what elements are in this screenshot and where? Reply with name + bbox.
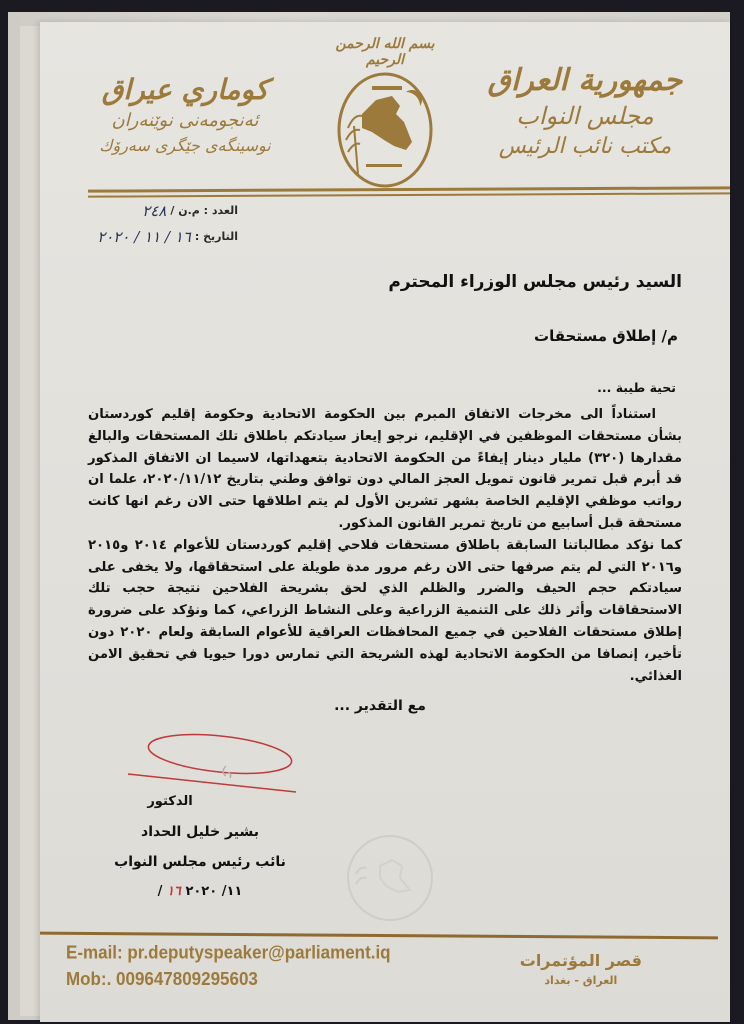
- signature-date: [100, 877, 300, 907]
- signature-block: [100, 787, 300, 907]
- letter-page: [40, 22, 730, 1022]
- footer-mobile: Mob:. 009647809295603: [66, 968, 258, 990]
- reference-date-value: ١٦ / ١١ / ٢٠٢٠: [97, 228, 191, 246]
- letterhead-kurdish-council: ئەنجومەنی نوێنەران: [111, 110, 259, 131]
- addressee: السيد رئيس مجلس الوزراء المحترم: [388, 272, 682, 292]
- signatory-title: الدكتور: [147, 794, 193, 809]
- body-paragraph-2: كما نؤكد مطالباتنا السابقة باطلاق مستحقات فلاحي إقليم كوردستان للأعوام ٢٠١٤ و٢٠١٥ و٢٠١٦ التي لم يتم صرفها حتى الان رغم مرور مدة طويلة على استحقاقها، ولا يخفى على سيادتكم حجم الحيف والضرر والظلم الذي لحق بشريحة الفلاحين نتيجة حجب تلك الاستحقاقات وأثر ذلك على التنمية الزراعية وعلى النشاط الزراعي، كما ونؤكد على ضرورة إطلاق مستحقات الفلاحين في جميع المحافظات العراقية للأعوام السابقة ولعام ٢٠٢٠ دون تأخير، إنصافا من الحكومة الاتحادية لهذه الشريحة التي تمارس دورا حيويا في تحقيق الامن الغذائي.: [88, 537, 682, 684]
- letter-body: [88, 404, 682, 687]
- letterhead-kurdish-republic: كوماري عيراق: [101, 73, 269, 106]
- greeting: تحية طيبة ...: [597, 380, 676, 395]
- footer-email: E-mail: pr.deputyspeaker@parliament.iq: [66, 942, 391, 964]
- letterhead-office: مكتب نائب الرئيس: [498, 134, 672, 159]
- footer-divider: [40, 932, 718, 940]
- footer-address-line2: العراق - بغداد: [544, 974, 618, 987]
- reference-number-value: ٢٤٨: [142, 202, 167, 220]
- footer-address: [520, 950, 642, 990]
- footer-address-line1: قصر المؤتمرات: [519, 951, 642, 970]
- reference-date-label: التاريخ :: [194, 230, 238, 243]
- header-divider-thin: [88, 192, 730, 197]
- letterhead-arabic: [470, 62, 700, 162]
- reference-number-row: [78, 198, 238, 224]
- reference-date-row: [78, 224, 238, 250]
- signatory-position: نائب رئيس مجلس النواب: [114, 854, 286, 870]
- footer-contact: [66, 940, 391, 993]
- signature-date-day: ١٦: [166, 884, 181, 899]
- letterhead-council: مجلس النواب: [516, 102, 654, 130]
- signatory-name: بشير خليل الحداد: [141, 824, 259, 840]
- reference-number-label: العدد : م.ن /: [170, 204, 238, 217]
- closing: مع التقدير ...: [334, 698, 426, 714]
- signature-date-rest: / ١١/ ٢٠٢٠: [157, 884, 243, 899]
- subject-line: م/ إطلاق مستحقات: [534, 327, 678, 345]
- iraq-map-emblem-icon: [332, 70, 438, 190]
- letterhead-kurdish: [70, 72, 300, 158]
- reference-block: [78, 198, 238, 250]
- letterhead-republic: جمهورية العراق: [487, 63, 683, 98]
- embossed-seal-icon: [340, 830, 436, 926]
- basmala: بسم الله الرحمن الرحيم: [335, 36, 435, 68]
- header-divider: [88, 186, 730, 192]
- body-paragraph-1: استناداً الى مخرجات الاتفاق المبرم بين الحكومة الاتحادية وحكومة إقليم كوردستان بشأن مستحقات الموظفين في الإقليم، نرجو إيعاز سيادتكم باطلاق تلك المستحقات والبالغ مقدارها (٣٢٠) مليار دينار إيفاءً من الحكومة الاتحادية بتعهداتها، لاسيما ان الاتفاق المذكور قد أبرم قبل تمرير قانون تمويل العجز المالي دون توافق وطني بتاريخ ٢٠٢٠/١١/١٢، علما ان رواتب موظفي الإقليم الخاصة بشهر تشرين الأول لم يتم اطلاقها حتى الان رغم انها كانت مستحقة قبل أسابيع من تاريخ تمرير القانون المذكور.: [88, 407, 682, 531]
- letterhead-kurdish-office: نوسینگەی جێگری سەرۆك: [99, 136, 271, 155]
